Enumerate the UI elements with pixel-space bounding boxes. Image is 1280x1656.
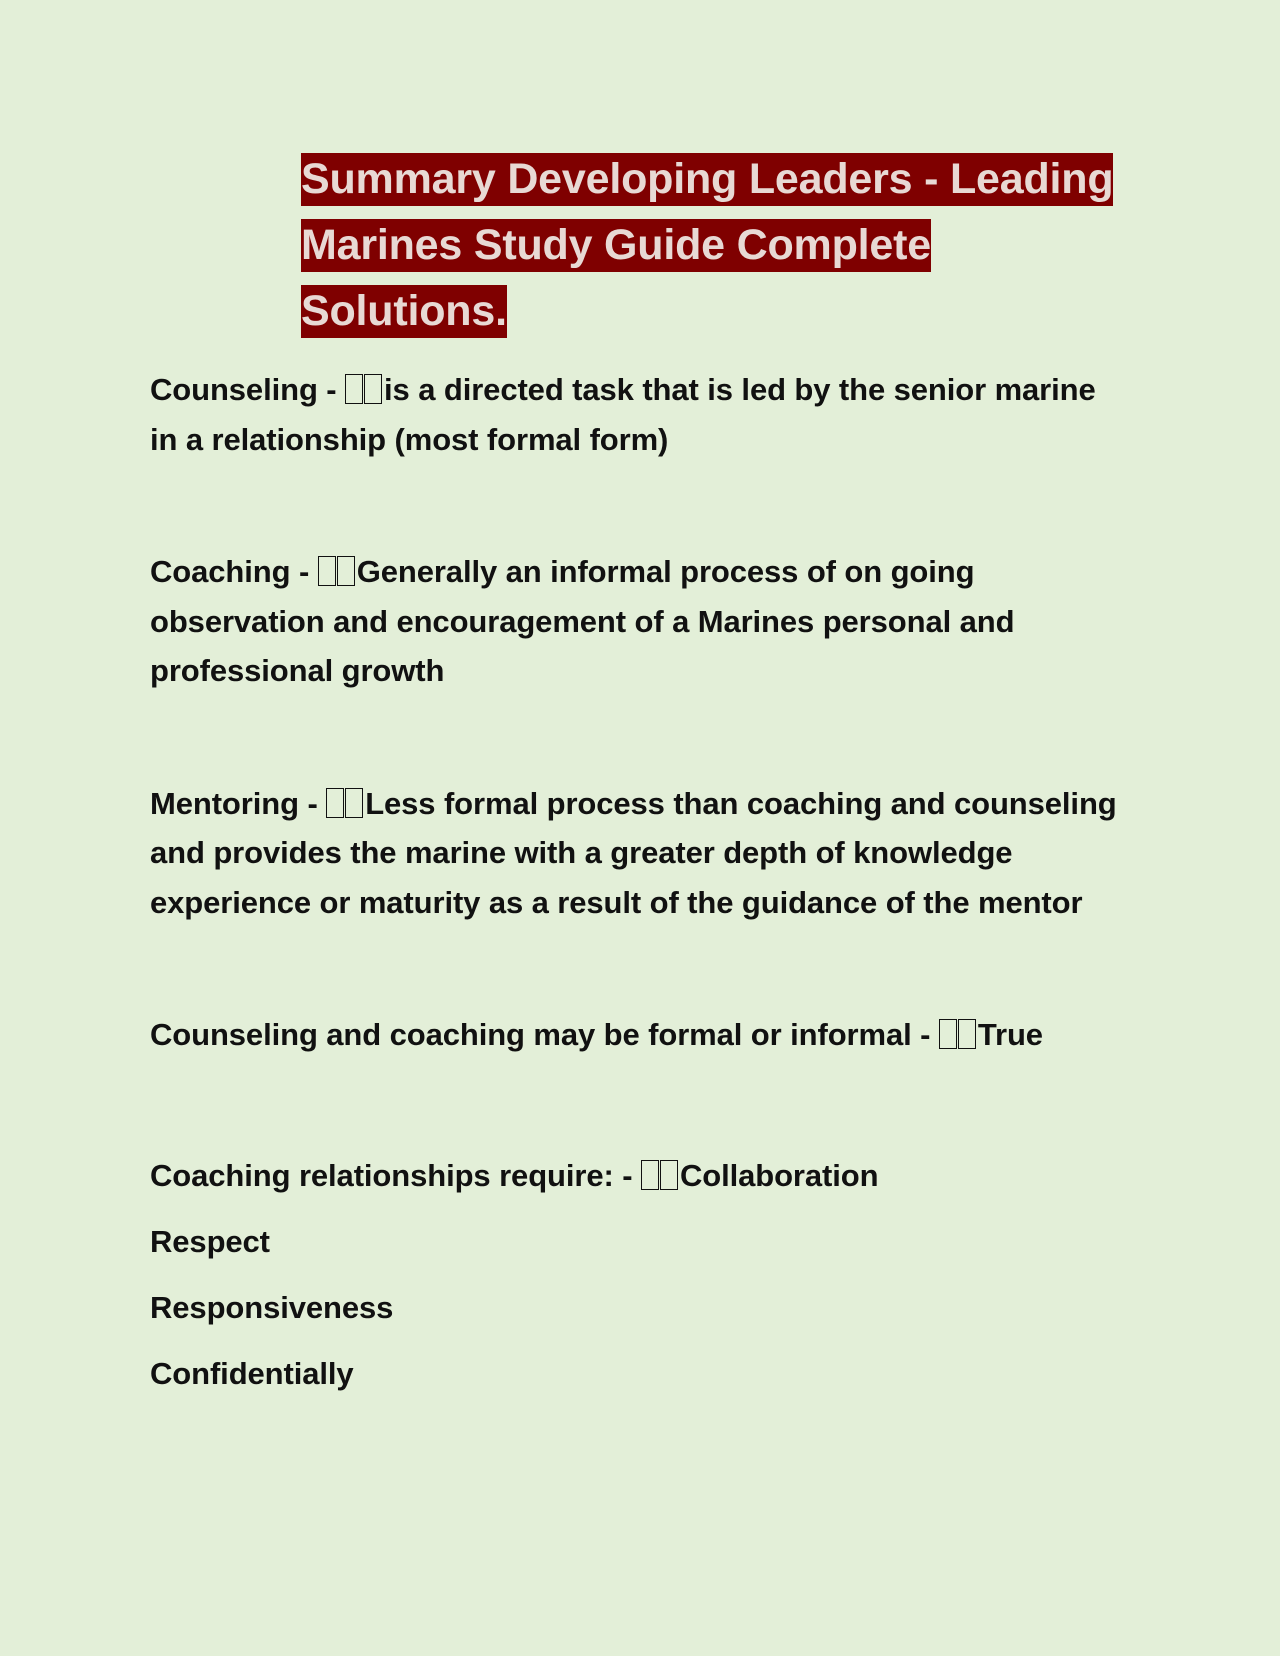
qa-item-counseling [150, 365, 1130, 464]
missing-glyph-icon [318, 547, 356, 597]
item-separator: - [298, 554, 318, 589]
list-item-confidentially: Confidentially [150, 1355, 354, 1391]
item-term: Counseling and coaching may be formal or informal [150, 1017, 912, 1052]
document-title [301, 146, 1131, 344]
item-term: Coaching relationships require: [150, 1157, 614, 1193]
missing-glyph-icon [345, 365, 383, 415]
item-term: Counseling [150, 372, 318, 407]
qa-item-coaching-relationships [150, 1143, 1130, 1407]
document-title-text: Summary Developing Leaders - Leading Marines Study Guide Complete Solutions. [301, 153, 1113, 338]
item-separator: - [622, 1157, 641, 1193]
item-definition: is a directed task that is led by the senior marine in a relationship (most formal form) [150, 372, 1096, 457]
list-item-respect: Respect [150, 1223, 270, 1259]
item-definition: Less formal process than coaching and counseling and provides the marine with a greater depth of knowledge experience or maturity as a result of the guidance of the mentor [150, 785, 1117, 920]
document-body [150, 365, 1130, 1407]
missing-glyph-icon [641, 1143, 679, 1209]
item-term: Coaching [150, 554, 291, 589]
missing-glyph-icon [939, 1010, 977, 1060]
missing-glyph-icon [326, 779, 364, 829]
item-definition: True [977, 1017, 1043, 1052]
item-separator: - [307, 785, 327, 821]
qa-item-mentoring [150, 779, 1130, 928]
list-item-responsiveness: Responsiveness [150, 1289, 394, 1325]
item-separator: - [920, 1017, 939, 1052]
item-separator: - [326, 372, 346, 407]
qa-item-formal-informal [150, 1010, 1130, 1060]
item-term: Mentoring [150, 785, 299, 821]
item-definition: Generally an informal process of on going observation and encouragement of a Marines personal and professional growth [150, 554, 1015, 688]
qa-item-coaching [150, 547, 1130, 696]
item-definition: Collaboration [679, 1157, 879, 1193]
